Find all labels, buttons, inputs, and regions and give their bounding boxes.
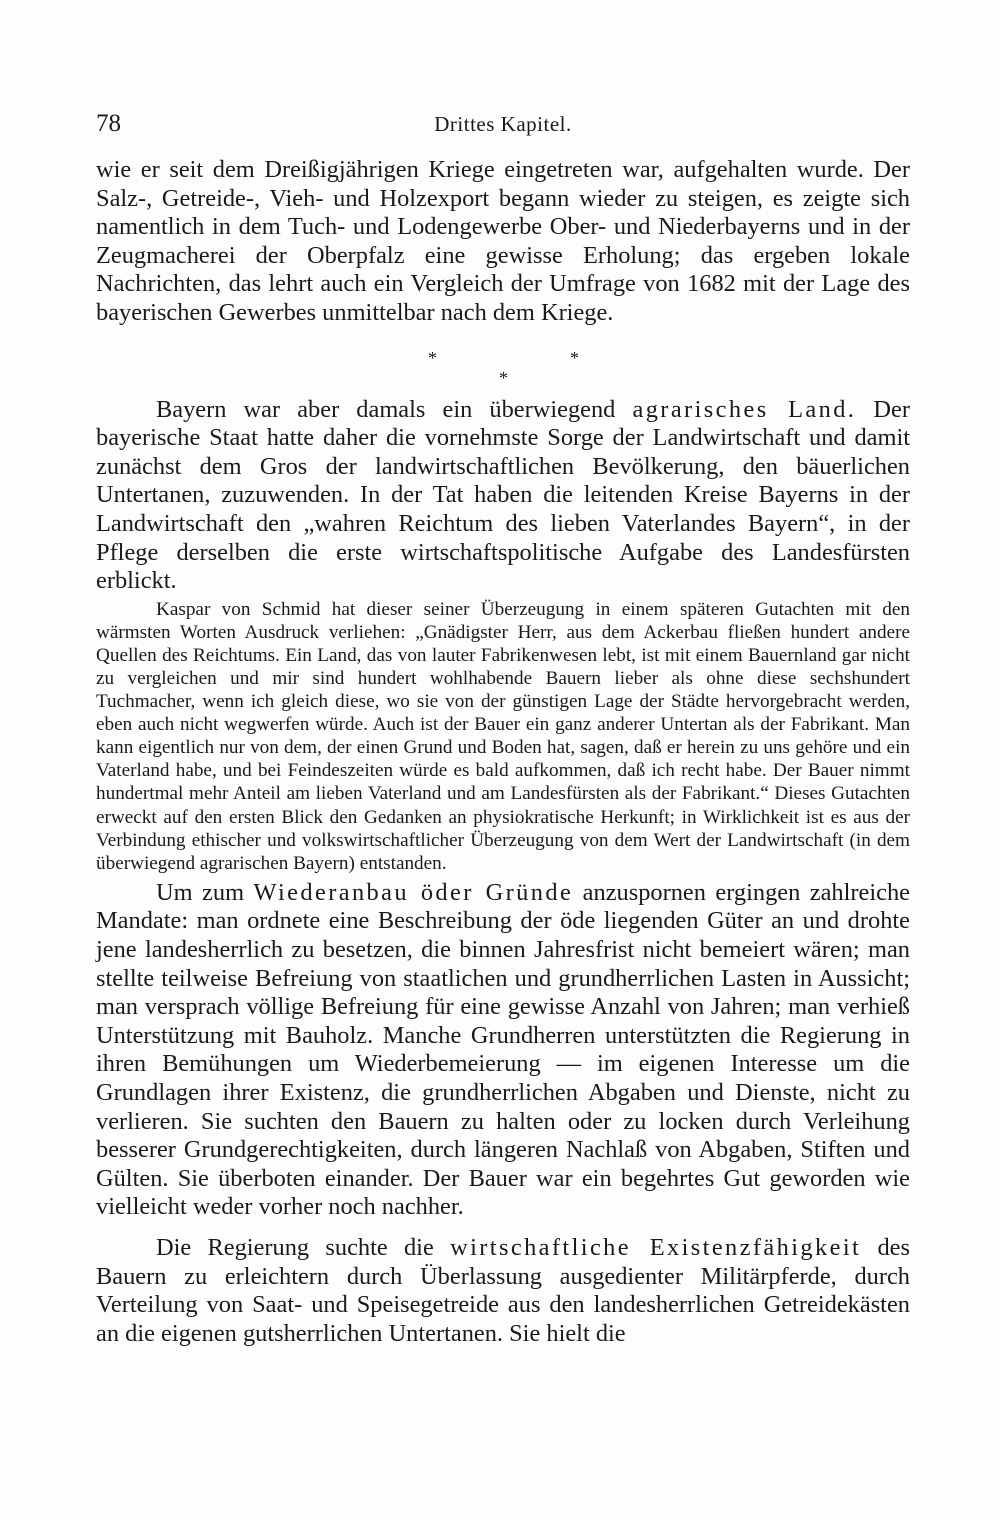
- page-header: [96, 110, 910, 144]
- paragraph-3-spaced: Wiederanbau öder Gründe: [253, 878, 574, 906]
- asterisk: *: [499, 367, 508, 388]
- paragraph-4-spaced: wirtschaftliche Existenzfähigkeit: [450, 1233, 862, 1261]
- paragraph-4-text-a: Die Regierung suchte die: [156, 1233, 451, 1261]
- paragraph-4: [96, 1234, 910, 1348]
- paragraph-3: [96, 879, 910, 1222]
- paragraph-4-text-b: des Bauern zu erleichtern durch Überlassung ausgedienter Militärpferde, durch Verteilung von Saat- und Speisegetreide aus den landesherrlichen Getreidekästen an die eigenen gutsherrlichen Untertanen. Sie hielt die: [96, 1233, 910, 1347]
- running-title: Drittes Kapitel.: [434, 112, 572, 136]
- paragraph-2-spaced: agrarisches Land.: [632, 395, 857, 423]
- asterisk: *: [570, 347, 579, 368]
- section-divider-asterisks: [96, 340, 910, 396]
- paragraph-2-text-a: Bayern war aber damals ein überwiegend: [156, 395, 633, 423]
- page-number: 78: [96, 110, 121, 137]
- paragraph-2-text-b: Der bayerische Staat hatte daher die vornehmste Sorge der Landwirtschaft und damit zunächst dem Gros der landwirtschaftlichen Bevölkerung, den bäuerlichen Untertanen, zuzuwenden. In der Tat haben die leitenden Kreise Bayerns in der Landwirtschaft den „wahren Reichtum des lieben Vaterlandes Bayern“, in der Pflege derselben die erste wirtschaftspolitische Aufgabe des Landesfürsten erblickt.: [96, 395, 910, 595]
- paragraph-1: wie er seit dem Dreißigjährigen Kriege eingetreten war, aufgehalten wurde. Der Salz-, Getreide-, Vieh- und Holzexport begann wieder zu steigen, es zeigte sich namentlich in dem Tuch- und Lodengewerbe Ober- und Niederbayerns und in der Zeugmacherei der Oberpfalz eine gewisse Erholung; das ergeben lokale Nachrichten, das lehrt auch ein Vergleich der Umfrage von 1682 mit der Lage des bayerischen Gewerbes unmittelbar nach dem Kriege.: [96, 156, 910, 326]
- paragraph-3-text-b: anzuspornen ergingen zahlreiche Mandate: man ordnete eine Beschreibung der öde liegenden Güter an und drohte jene landesherrlich zu besetzen, die binnen Jahresfrist nicht bemeiert wären; man stellte teilweise Befreiung von staatlichen und grundherrlichen Lasten in Aussicht; man versprach völlige Befreiung für eine gewisse Anzahl von Jahren; man verhieß Unterstützung mit Bauholz. Manche Grundherren unterstützten die Regierung in ihren Bemühungen um Wiederbemeierung — im eigenen Interesse um die Grundlagen ihrer Existenz, die grundherrlichen Abgaben und Dienste, nicht zu verlieren. Sie suchten den Bauern zu halten oder zu locken durch Verleihung besserer Grundgerechtigkeiten, durch längeren Nachlaß von Abgaben, Stiften und Gülten. Sie überboten einander. Der Bauer war ein begehrtes Gut geworden wie vielleicht weder vorher noch nachher.: [96, 878, 910, 1221]
- page-body: [96, 156, 910, 1348]
- asterisk: *: [428, 347, 437, 368]
- paragraph-2: [96, 396, 910, 596]
- paragraph-3-text-a: Um zum: [156, 878, 254, 906]
- footnote-block: Kaspar von Schmid hat dieser seiner Überzeugung in einem späteren Gutachten mit den wärmsten Worten Ausdruck verliehen: „Gnädigster Herr, aus dem Ackerbau fließen hundert andere Quellen des Reichtums. Ein Land, das von lauter Fabrikenwesen lebt, ist mit einem Bauernland gar nicht zu vergleichen und mir sind hundert wohlhabende Bauern lieber als ohne diese sechshundert Tuchmacher, wenn ich gleich diese, wo sie von der günstigen Lage der Städte hervorgebracht werden, eben auch nicht wegwerfen würde. Auch ist der Bauer ein ganz anderer Untertan als der Fabrikant. Man kann eigentlich nur von dem, der einen Grund und Boden hat, sagen, daß er herein zu uns gehöre und ein Vaterland habe, und bei Feindeszeiten würde es bald aufkommen, daß ich recht habe. Der Bauer nimmt hundertmal mehr Anteil am lieben Vaterland und am Landesfürsten als der Fabrikant.“ Dieses Gutachten erweckt auf den ersten Blick den Gedanken an physiokratische Herkunft; in Wirklichkeit ist es aus der Verbindung ethischer und volkswirtschaftlicher Überzeugung von dem Wert der Landwirtschaft (in dem überwiegend agrarischen Bayern) entstanden.: [96, 598, 910, 874]
